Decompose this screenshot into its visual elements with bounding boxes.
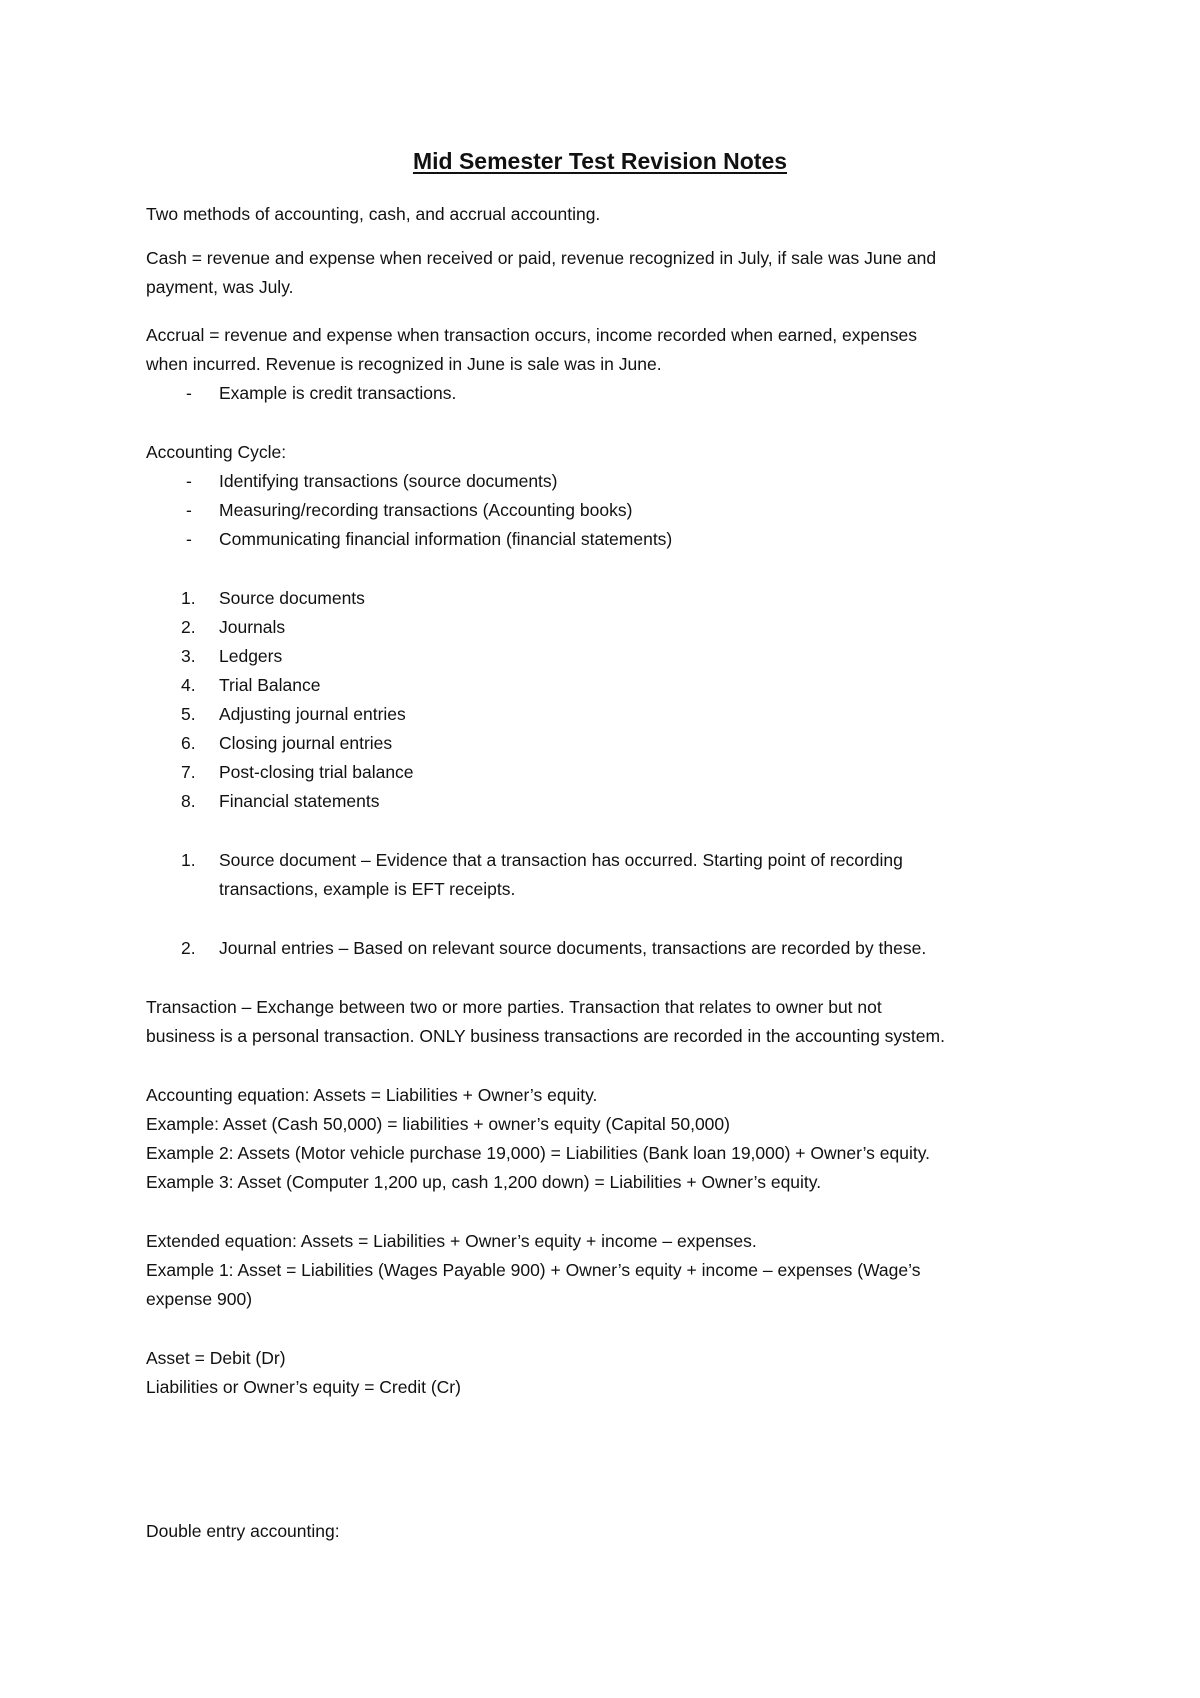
accounting-equation: Accounting equation: Assets = Liabilities + Owner’s equity. [146, 1085, 598, 1105]
equation-example-3: Example 3: Asset (Computer 1,200 up, cash 1,200 down) = Liabilities + Owner’s equity. [146, 1172, 822, 1192]
extended-example-line-2: expense 900) [146, 1289, 253, 1309]
cycle-bullet-2: Measuring/recording transactions (Accounting books) [219, 500, 633, 520]
accrual-example-bullet: Example is credit transactions. [219, 383, 457, 403]
cycle-bullet-1: Identifying transactions (source documents) [219, 471, 558, 491]
detail-number: 1. [181, 850, 196, 870]
extended-equation: Extended equation: Assets = Liabilities + Owner’s equity + income – expenses. [146, 1231, 757, 1251]
credit-rule: Liabilities or Owner’s equity = Credit (Cr) [146, 1377, 461, 1397]
source-document-detail-line-2: transactions, example is EFT receipts. [219, 879, 516, 899]
step-number: 2. [181, 617, 196, 637]
accrual-definition-line-1: Accrual = revenue and expense when transaction occurs, income recorded when earned, expenses [146, 325, 917, 345]
step-number: 7. [181, 762, 196, 782]
step-number: 8. [181, 791, 196, 811]
step-number: 4. [181, 675, 196, 695]
double-entry-heading: Double entry accounting: [146, 1521, 340, 1541]
step-number: 3. [181, 646, 196, 666]
cash-definition-line-1: Cash = revenue and expense when received or paid, revenue recognized in July, if sale was June and [146, 248, 937, 268]
bullet-marker: - [186, 500, 192, 520]
source-document-detail-line-1: Source document – Evidence that a transaction has occurred. Starting point of recording [219, 850, 903, 870]
accrual-definition-line-2: when incurred. Revenue is recognized in June is sale was in June. [146, 354, 662, 374]
extended-example-line-1: Example 1: Asset = Liabilities (Wages Payable 900) + Owner’s equity + income – expenses (Wage’s [146, 1260, 921, 1280]
step-item: Source documents [219, 588, 365, 608]
page-title: Mid Semester Test Revision Notes [412, 148, 788, 174]
journal-entries-detail: Journal entries – Based on relevant source documents, transactions are recorded by these. [219, 938, 927, 958]
bullet-marker: - [186, 383, 192, 403]
intro-text: Two methods of accounting, cash, and accrual accounting. [146, 204, 601, 224]
detail-number: 2. [181, 938, 196, 958]
bullet-marker: - [186, 529, 192, 549]
step-number: 1. [181, 588, 196, 608]
cash-definition-line-2: payment, was July. [146, 277, 294, 297]
step-number: 6. [181, 733, 196, 753]
step-item: Trial Balance [219, 675, 321, 695]
step-number: 5. [181, 704, 196, 724]
cycle-bullet-3: Communicating financial information (financial statements) [219, 529, 673, 549]
equation-example-1: Example: Asset (Cash 50,000) = liabilities + owner’s equity (Capital 50,000) [146, 1114, 730, 1134]
bullet-marker: - [186, 471, 192, 491]
transaction-definition-line-2: business is a personal transaction. ONLY business transactions are recorded in the accounting system. [146, 1026, 945, 1046]
step-item: Post-closing trial balance [219, 762, 414, 782]
equation-example-2: Example 2: Assets (Motor vehicle purchase 19,000) = Liabilities (Bank loan 19,000) + Owner’s equity. [146, 1143, 931, 1163]
step-item: Financial statements [219, 791, 380, 811]
cycle-heading: Accounting Cycle: [146, 442, 287, 462]
step-item: Ledgers [219, 646, 283, 666]
step-item: Journals [219, 617, 286, 637]
debit-rule: Asset = Debit (Dr) [146, 1348, 286, 1368]
transaction-definition-line-1: Transaction – Exchange between two or more parties. Transaction that relates to owner but not [146, 997, 882, 1017]
step-item: Closing journal entries [219, 733, 393, 753]
step-item: Adjusting journal entries [219, 704, 406, 724]
